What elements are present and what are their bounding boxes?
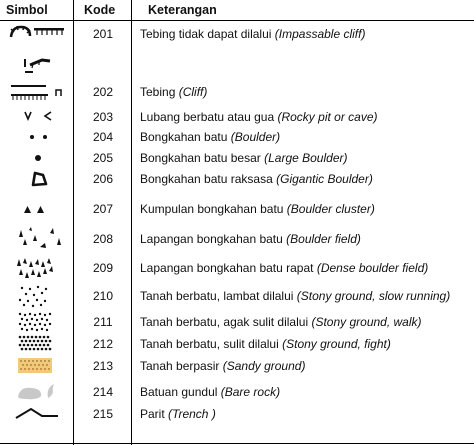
trench-icon [8, 405, 68, 423]
boulder-icon [8, 129, 68, 145]
code-cell: 214 [92, 385, 114, 399]
stony-ground-slow-icon [8, 284, 68, 308]
description-id: Tanah berbatu, sulit dilalui [140, 337, 279, 351]
header-description: Keterangan [148, 3, 217, 17]
description-id: Parit [140, 407, 165, 421]
description-cell [140, 130, 280, 144]
bare-rock-icon [8, 380, 68, 402]
description-en: (Stony ground, fight) [282, 337, 391, 351]
description-en: (Large Boulder) [264, 151, 348, 165]
description-en: (Boulder cluster) [286, 202, 375, 216]
stony-ground-walk-icon [8, 311, 68, 333]
description-id: Lapangan bongkahan batu rapat [140, 261, 314, 275]
description-cell [140, 110, 378, 124]
gigantic-boulder-icon [8, 169, 68, 189]
description-cell [140, 385, 280, 399]
code-cell: 215 [92, 407, 114, 421]
description-cell [140, 85, 207, 99]
description-cell [140, 337, 391, 351]
description-cell [140, 315, 422, 329]
code-cell: 203 [92, 110, 114, 124]
description-id: Tebing [140, 85, 176, 99]
description-id: Bongkahan batu [140, 130, 228, 144]
boulder-cluster-icon [8, 201, 68, 217]
description-cell [140, 359, 305, 373]
description-en: (Gigantic Boulder) [276, 172, 373, 186]
description-cell [140, 27, 365, 41]
stony-ground-fight-icon [8, 334, 68, 354]
code-cell: 211 [93, 315, 113, 329]
code-cell: 205 [92, 151, 114, 165]
code-cell: 213 [92, 359, 114, 373]
column-divider [131, 0, 132, 445]
header-divider [0, 20, 474, 21]
code-cell: 201 [92, 27, 114, 41]
description-cell [140, 172, 373, 186]
description-en: (Cliff) [178, 85, 208, 99]
description-id: Tanah berpasir [140, 359, 220, 373]
code-cell: 202 [92, 85, 114, 99]
description-en: (Boulder) [230, 130, 281, 144]
description-en: (Boulder field) [286, 232, 361, 246]
code-cell: 204 [92, 130, 114, 144]
description-cell [140, 232, 361, 246]
description-id: Batuan gundul [140, 385, 218, 399]
code-cell: 210 [92, 289, 114, 303]
description-id: Lapangan bongkahan batu [140, 232, 283, 246]
code-cell: 209 [92, 261, 114, 275]
code-cell: 208 [92, 232, 114, 246]
description-en: (Bare rock) [220, 385, 281, 399]
description-cell [140, 261, 428, 275]
sandy-ground-icon [8, 357, 68, 375]
description-id: Tanah berbatu, lambat dilalui [140, 289, 294, 303]
bottom-border [0, 443, 474, 444]
cliff-icon [8, 82, 68, 102]
description-en: (Sandy ground) [222, 359, 306, 373]
description-en: (Rocky pit or cave) [277, 110, 378, 124]
column-divider [73, 0, 74, 445]
description-cell [140, 289, 450, 303]
rocky-pit-icon [8, 108, 68, 124]
description-cell [140, 202, 375, 216]
code-cell: 212 [92, 337, 114, 351]
code-cell: 206 [92, 172, 114, 186]
description-id: Kumpulan bongkahan batu [140, 202, 284, 216]
description-id: Tanah berbatu, agak sulit dilalui [140, 315, 309, 329]
description-id: Bongkahan batu raksasa [140, 172, 273, 186]
description-en: (Impassable cliff) [274, 27, 366, 41]
boulder-field-icon [8, 225, 68, 251]
header-symbol: Simbol [6, 3, 48, 17]
description-cell [140, 151, 348, 165]
code-cell: 207 [92, 202, 114, 216]
description-en: (Dense boulder field) [316, 261, 429, 275]
dense-boulder-field-icon [8, 256, 68, 280]
description-en: (Stony ground, walk) [311, 315, 422, 329]
description-en: (Trench ) [168, 407, 216, 421]
impassable-cliff-icon [8, 23, 68, 79]
description-id: Tebing tidak dapat dilalui [140, 27, 272, 41]
description-cell [140, 407, 216, 421]
description-id: Lubang berbatu atau gua [140, 110, 275, 124]
large-boulder-icon [8, 150, 68, 166]
description-id: Bongkahan batu besar [140, 151, 261, 165]
header-code: Kode [84, 3, 116, 17]
description-en: (Stony ground, slow running) [296, 289, 451, 303]
